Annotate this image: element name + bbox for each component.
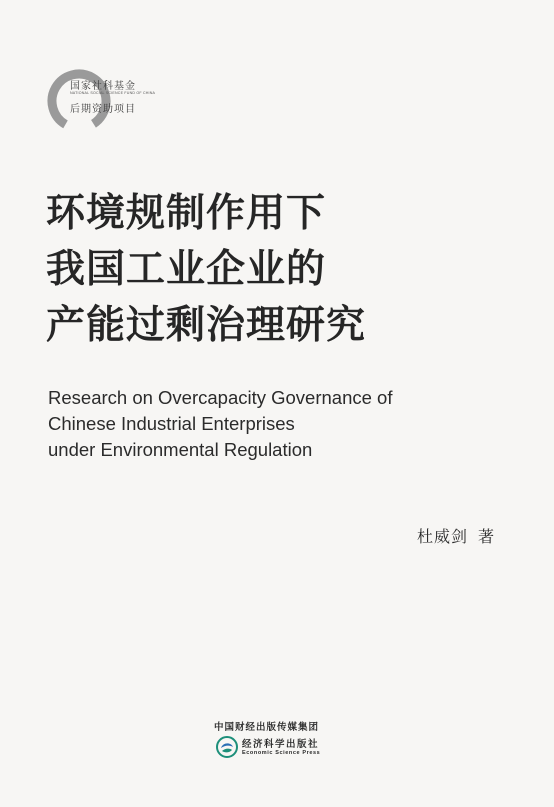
publisher-group-name: 中国财经出版传媒集团 <box>214 722 320 733</box>
title-en-line: Research on Overcapacity Governance of <box>48 387 393 408</box>
title-en <box>48 385 392 463</box>
title-en-line: under Environmental Regulation <box>48 439 313 460</box>
publisher-block <box>214 719 354 769</box>
fund-name-en: NATIONAL SOCIAL SCIENCE FUND OF CHINA <box>70 91 156 95</box>
fund-logo <box>44 66 154 136</box>
title-cn-line: 产能过剩治理研究 <box>46 303 367 348</box>
author-name: 杜威剑 <box>417 527 469 546</box>
fund-name-cn: 国家社科基金 <box>70 81 136 92</box>
title-cn <box>46 186 366 354</box>
publisher-logo-icon <box>216 736 238 758</box>
author-role: 著 <box>478 527 496 546</box>
publisher-name-cn: 经济科学出版社 <box>242 739 320 750</box>
fund-subtitle-cn: 后期资助项目 <box>70 104 136 115</box>
title-cn-line: 我国工业企业的 <box>46 247 327 292</box>
author <box>417 524 495 547</box>
title-cn-line: 环境规制作用下 <box>46 191 327 236</box>
title-en-line: Chinese Industrial Enterprises <box>48 413 295 434</box>
publisher-name-en: Economic Science Press <box>242 750 321 756</box>
